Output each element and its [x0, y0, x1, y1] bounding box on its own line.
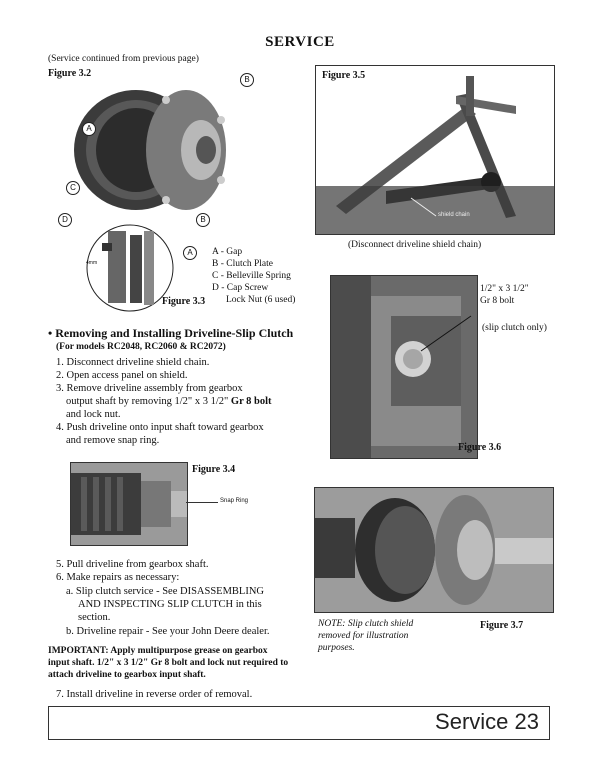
callout-b-top: B: [240, 73, 254, 87]
bolt-spec-line-1: 1/2" x 3 1/2": [480, 284, 529, 294]
page-footer: [48, 706, 550, 740]
callout-b-bottom: B: [196, 213, 210, 227]
figure-3-7-note-line-2: removed for illustration: [318, 631, 409, 641]
figure-3-7-photo: [314, 487, 554, 613]
important-line-1: IMPORTANT: Apply multipurpose grease on gearbox: [48, 646, 268, 656]
step-6a-end: section.: [78, 612, 111, 623]
snap-ring-callout: Snap Ring: [220, 498, 249, 504]
legend-c: C - Belleville Spring: [212, 271, 291, 281]
section-heading: • Removing and Installing Driveline-Slip Clutch: [48, 326, 294, 340]
callout-c: C: [66, 181, 80, 195]
continued-note: (Service continued from previous page): [48, 54, 199, 64]
callout-a-top: A: [82, 122, 96, 136]
legend-b: B - Clutch Plate: [212, 259, 273, 269]
step-2: 2. Open access panel on shield.: [56, 370, 188, 381]
inset-gap-text: 4mm: [86, 260, 98, 266]
figure-3-4-label: Figure 3.4: [192, 464, 236, 475]
callout-d: D: [58, 213, 72, 227]
tractor-hitch-illustration: [316, 66, 554, 234]
legend-d2: Lock Nut (6 used): [226, 295, 296, 305]
models-note: (For models RC2048, RC2060 & RC2072): [56, 342, 226, 352]
legend-d: D - Cap Screw: [212, 283, 269, 293]
figure-3-3-label: Figure 3.3: [162, 296, 206, 307]
page-number: Service 23: [435, 709, 539, 734]
snap-ring-leader: [186, 502, 218, 503]
step-3-cont: [66, 395, 272, 408]
figure-3-7-note-line-3: purposes.: [318, 643, 355, 653]
snap-ring-illustration: [71, 463, 187, 545]
figure-3-5-photo: [315, 65, 555, 235]
step-4: 4. Push driveline onto input shaft toward gearbox: [56, 422, 264, 433]
figure-3-7-note: [318, 618, 413, 654]
figure-legend: [212, 246, 295, 306]
step-6: 6. Make repairs as necessary:: [56, 572, 180, 583]
step-1: 1. Disconnect driveline shield chain.: [56, 357, 210, 368]
important-line-2: input shaft. 1/2" x 3 1/2" Gr 8 bolt and lock nut required to: [48, 658, 289, 668]
step-6b: b. Driveline repair - See your John Deere dealer.: [66, 626, 270, 637]
figure-3-6-photo: [330, 275, 478, 459]
step-5: 5. Pull driveline from gearbox shaft.: [56, 559, 209, 570]
figure-3-4-photo: [70, 462, 188, 546]
step-4-cont: and remove snap ring.: [66, 435, 160, 446]
figure-3-7-note-line-1: NOTE: Slip clutch shield: [318, 619, 414, 629]
step-7: 7. Install driveline in reverse order of removal.: [56, 689, 253, 700]
legend-a: A - Gap: [212, 247, 243, 257]
step-3-text: output shaft by removing 1/2" x 3 1/2": [66, 396, 231, 407]
figure-3-2-photo: [66, 80, 246, 220]
callout-a-bottom: A: [183, 246, 197, 260]
step-3-bold: Gr 8 bolt: [230, 396, 272, 407]
step-6a-cont: AND INSPECTING SLIP CLUTCH in this: [78, 599, 262, 610]
bolt-spec-line-2: Gr 8 bolt: [480, 296, 515, 306]
figure-3-2-label: Figure 3.2: [48, 68, 92, 79]
bolt-detail-illustration: [331, 276, 477, 458]
figure-3-6-label: Figure 3.6: [458, 442, 502, 453]
step-3: 3. Remove driveline assembly from gearbox: [56, 383, 243, 394]
important-line-3: attach driveline to gearbox input shaft.: [48, 670, 206, 680]
page-title: SERVICE: [265, 34, 335, 50]
slip-clutch-exposed-illustration: [315, 488, 553, 612]
figure-3-5-caption: (Disconnect driveline shield chain): [348, 240, 482, 250]
shield-chain-callout: shield chain: [438, 212, 470, 218]
step-6a: a. Slip clutch service - See DISASSEMBLING: [66, 586, 265, 597]
slip-clutch-only-note: (slip clutch only): [482, 323, 547, 333]
step-3-end: and lock nut.: [66, 409, 121, 420]
figure-3-7-label: Figure 3.7: [480, 620, 524, 631]
bolt-spec: [480, 283, 529, 307]
important-note: [48, 645, 288, 681]
figure-3-5-label: Figure 3.5: [322, 70, 366, 81]
slip-clutch-illustration: [66, 80, 246, 220]
